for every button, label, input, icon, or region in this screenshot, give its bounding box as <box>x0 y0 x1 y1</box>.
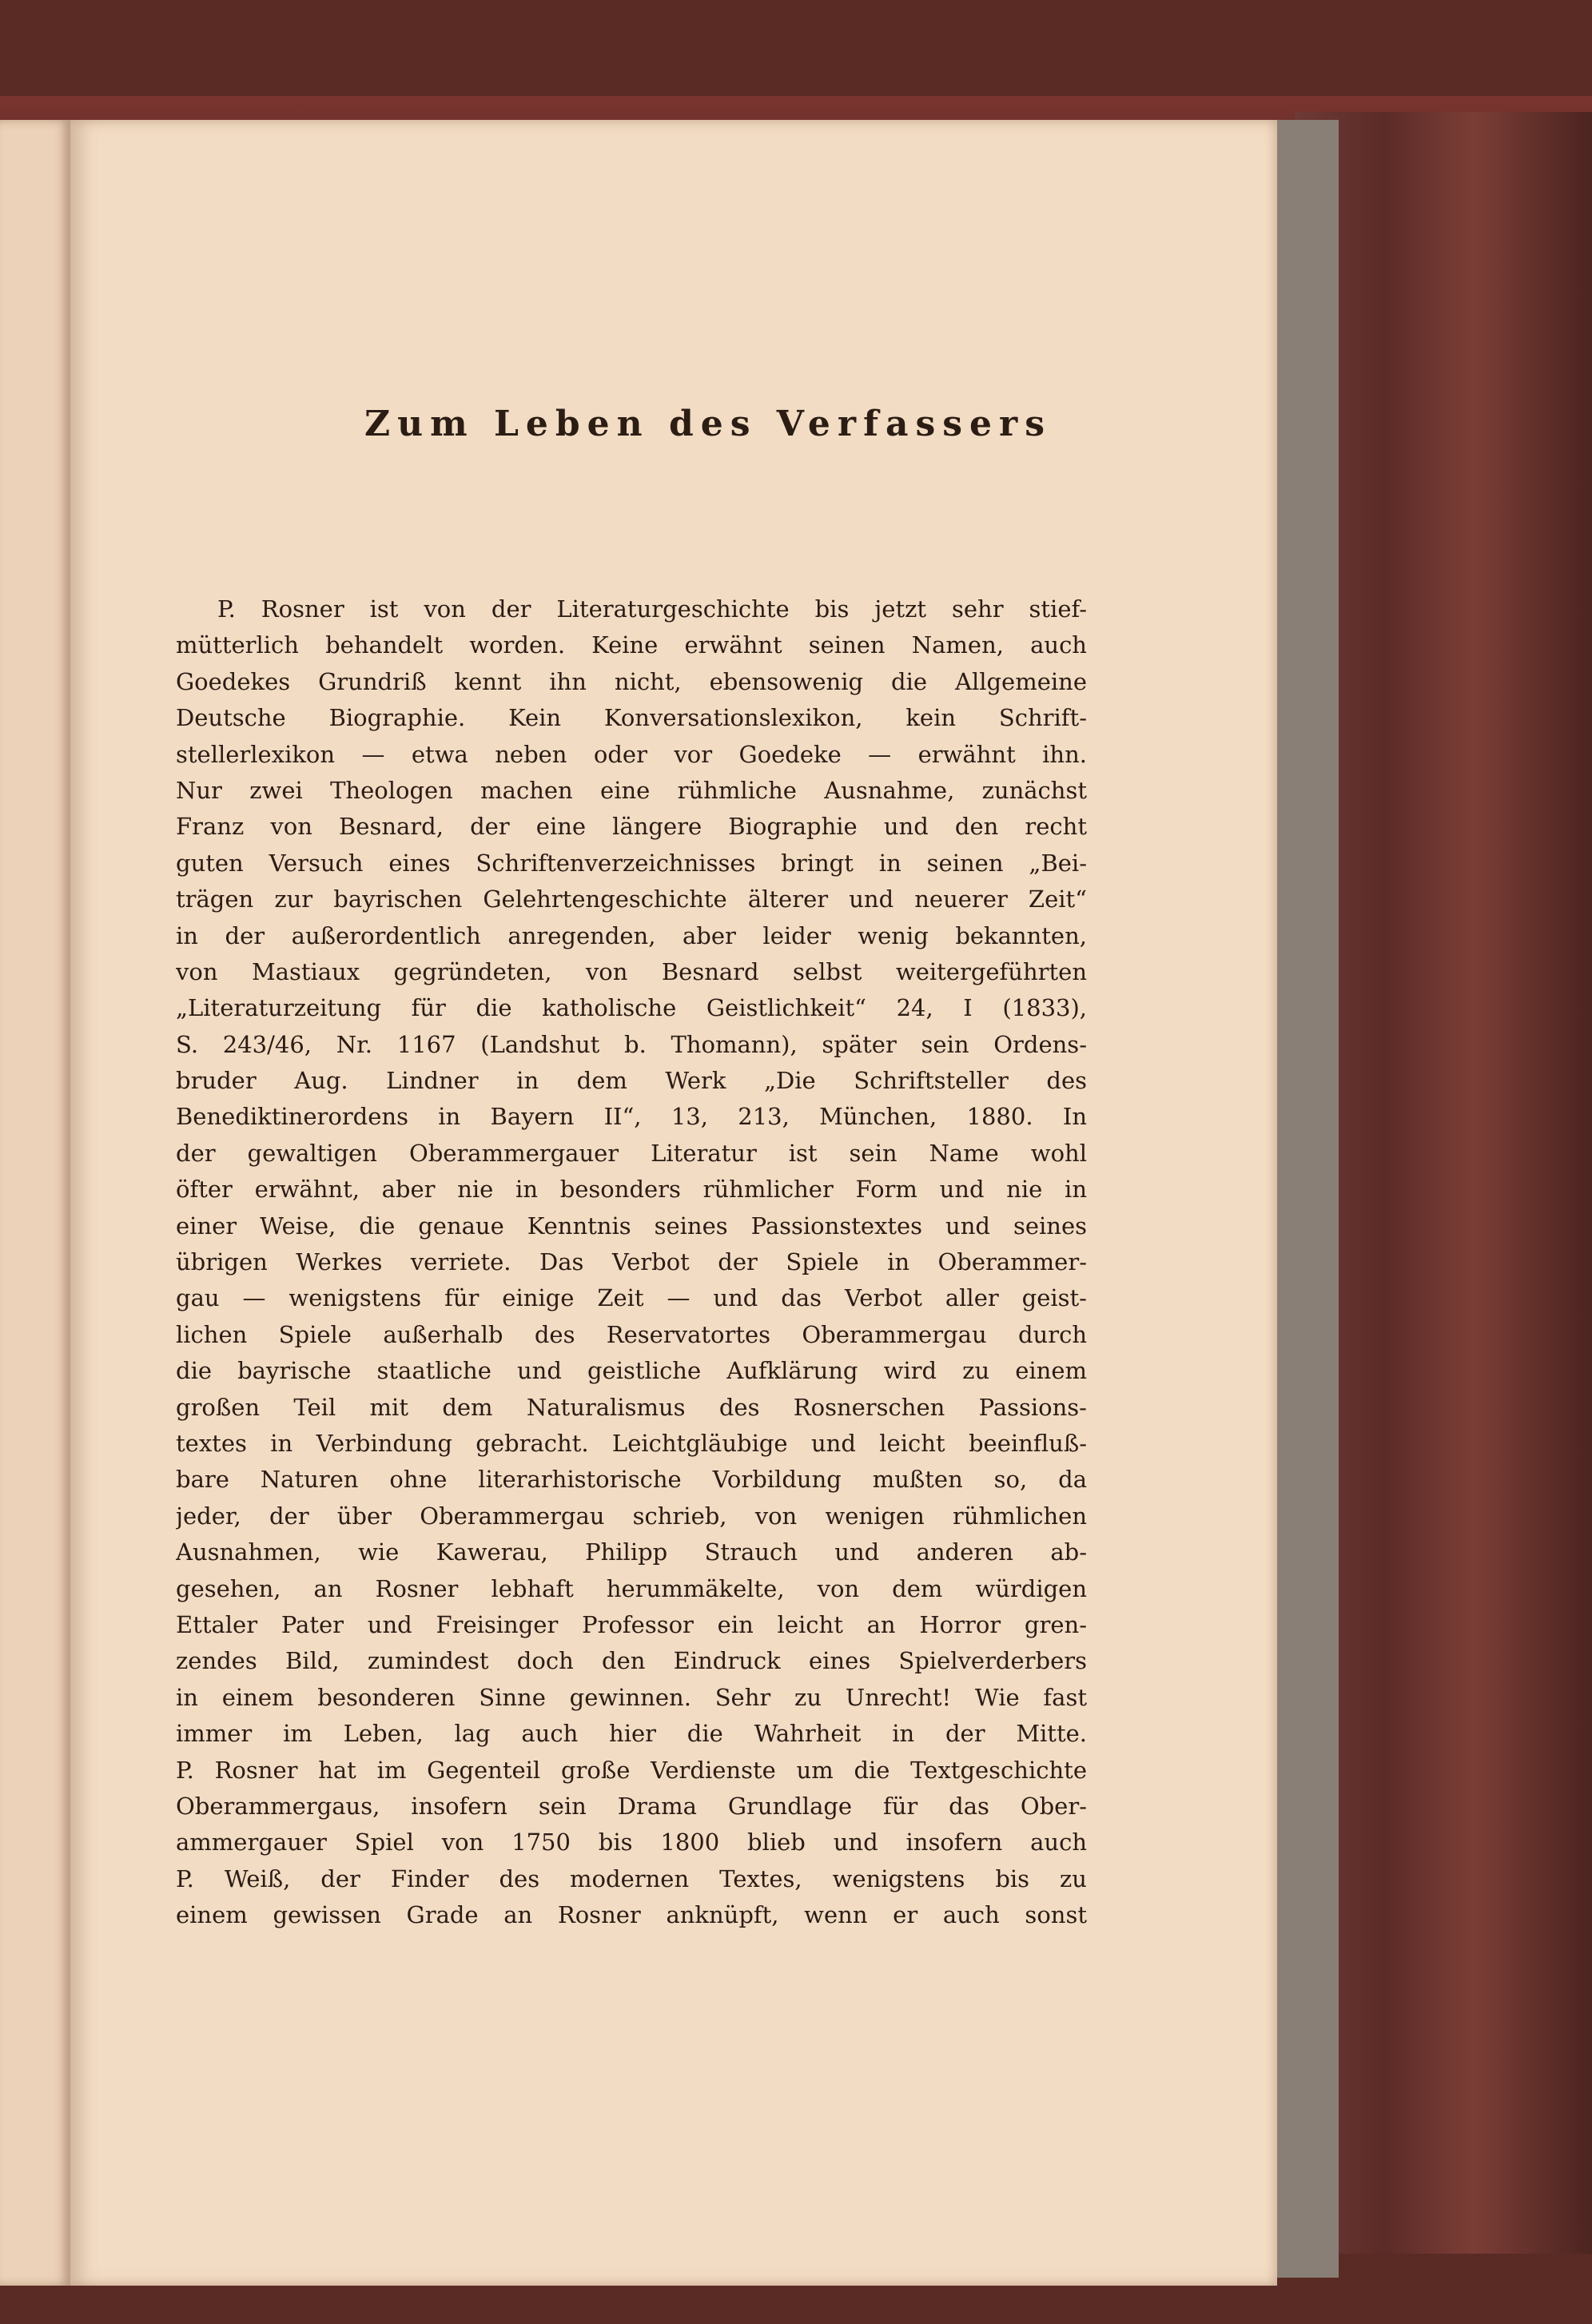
text-line: Ausnahmen, wie Kawerau, Philipp Strauch und anderen ab- <box>176 1538 1087 1566</box>
text-line: P. Weiß, der Finder des modernen Textes, wenigstens bis zu <box>176 1864 1087 1892</box>
text-line: Ettaler Pater und Freisinger Professor ein leicht an Horror gren- <box>176 1610 1087 1638</box>
text-line: jeder, der über Oberammergau schrieb, von wenigen rühmlichen <box>176 1502 1087 1530</box>
text-line: mütterlich behandelt worden. Keine erwähnt seinen Namen, auch <box>176 631 1087 659</box>
text-line: stellerlexikon — etwa neben oder vor Goedeke — erwähnt ihn. <box>176 740 1087 768</box>
text-line: gesehen, an Rosner lebhaft herummäkelte, von dem würdigen <box>176 1574 1087 1602</box>
text-line: P. Rosner ist von der Literaturgeschichte bis jetzt sehr stief- <box>217 595 1087 623</box>
text-line: gau — wenigstens für einige Zeit — und das Verbot aller geist- <box>176 1284 1087 1312</box>
text-line: P. Rosner hat im Gegenteil große Verdienste um die Textgeschichte <box>176 1756 1087 1784</box>
text-line: Nur zwei Theologen machen eine rühmliche Ausnahme, zunächst <box>176 776 1087 804</box>
body-text <box>176 591 1087 1933</box>
text-line: von Mastiaux gegründeten, von Besnard selbst weitergeführten <box>176 957 1087 985</box>
text-line: trägen zur bayrischen Gelehrtengeschichte älterer und neuerer Zeit“ <box>176 885 1087 913</box>
text-line: bare Naturen ohne literarhistorische Vorbildung mußten so, da <box>176 1466 1087 1494</box>
text-line: guten Versuch eines Schriftenverzeichnisses bringt in seinen „Bei- <box>176 849 1087 877</box>
text-line: der gewaltigen Oberammergauer Literatur ist sein Name wohl <box>176 1139 1087 1167</box>
text-line: in der außerordentlich anregenden, aber leider wenig bekannten, <box>176 921 1087 949</box>
text-line: Franz von Besnard, der eine längere Biographie und den recht <box>176 813 1087 841</box>
chapter-heading-text: Zum Leben des Verfassers <box>364 404 1053 444</box>
text-line: einer Weise, die genaue Kenntnis seines Passionstextes und seines <box>176 1212 1087 1240</box>
text-line: Deutsche Biographie. Kein Konversationslexikon, kein Schrift- <box>176 704 1087 732</box>
text-line: die bayrische staatliche und geistliche Aufklärung wird zu einem <box>176 1357 1087 1385</box>
text-line: lichen Spiele außerhalb des Reservatortes Oberammergau durch <box>176 1320 1087 1348</box>
text-line: großen Teil mit dem Naturalismus des Rosnerschen Passions- <box>176 1393 1087 1421</box>
text-line: textes in Verbindung gebracht. Leichtgläubige und leicht beeinfluß- <box>176 1429 1087 1457</box>
text-line: Oberammergaus, insofern sein Drama Grundlage für das Ober- <box>176 1792 1087 1820</box>
text-line: ammergauer Spiel von 1750 bis 1800 blieb und insofern auch <box>176 1829 1087 1856</box>
text-line: S. 243/46, Nr. 1167 (Landshut b. Thomann), später sein Ordens- <box>176 1030 1087 1058</box>
text-line: einem gewissen Grade an Rosner anknüpft, wenn er auch sonst <box>176 1901 1087 1929</box>
text-line: zendes Bild, zumindest doch den Eindruck eines Spielverderbers <box>176 1647 1087 1675</box>
text-line: bruder Aug. Lindner in dem Werk „Die Schriftsteller des <box>176 1067 1087 1095</box>
text-line: Benediktinerordens in Bayern II“, 13, 213, München, 1880. In <box>176 1103 1087 1131</box>
text-line: Goedekes Grundriß kennt ihn nicht, ebensowenig die Allgemeine <box>176 667 1087 695</box>
text-line: „Literaturzeitung für die katholische Geistlichkeit“ 24, I (1833), <box>176 994 1087 1022</box>
text-line: übrigen Werkes verriete. Das Verbot der Spiele in Oberammer- <box>176 1248 1087 1276</box>
text-line: in einem besonderen Sinne gewinnen. Sehr zu Unrecht! Wie fast <box>176 1683 1087 1711</box>
chapter-heading <box>0 404 1592 460</box>
text-line: öfter erwähnt, aber nie in besonders rühmlicher Form und nie in <box>176 1176 1087 1204</box>
text-line: immer im Leben, lag auch hier die Wahrheit in der Mitte. <box>176 1720 1087 1748</box>
